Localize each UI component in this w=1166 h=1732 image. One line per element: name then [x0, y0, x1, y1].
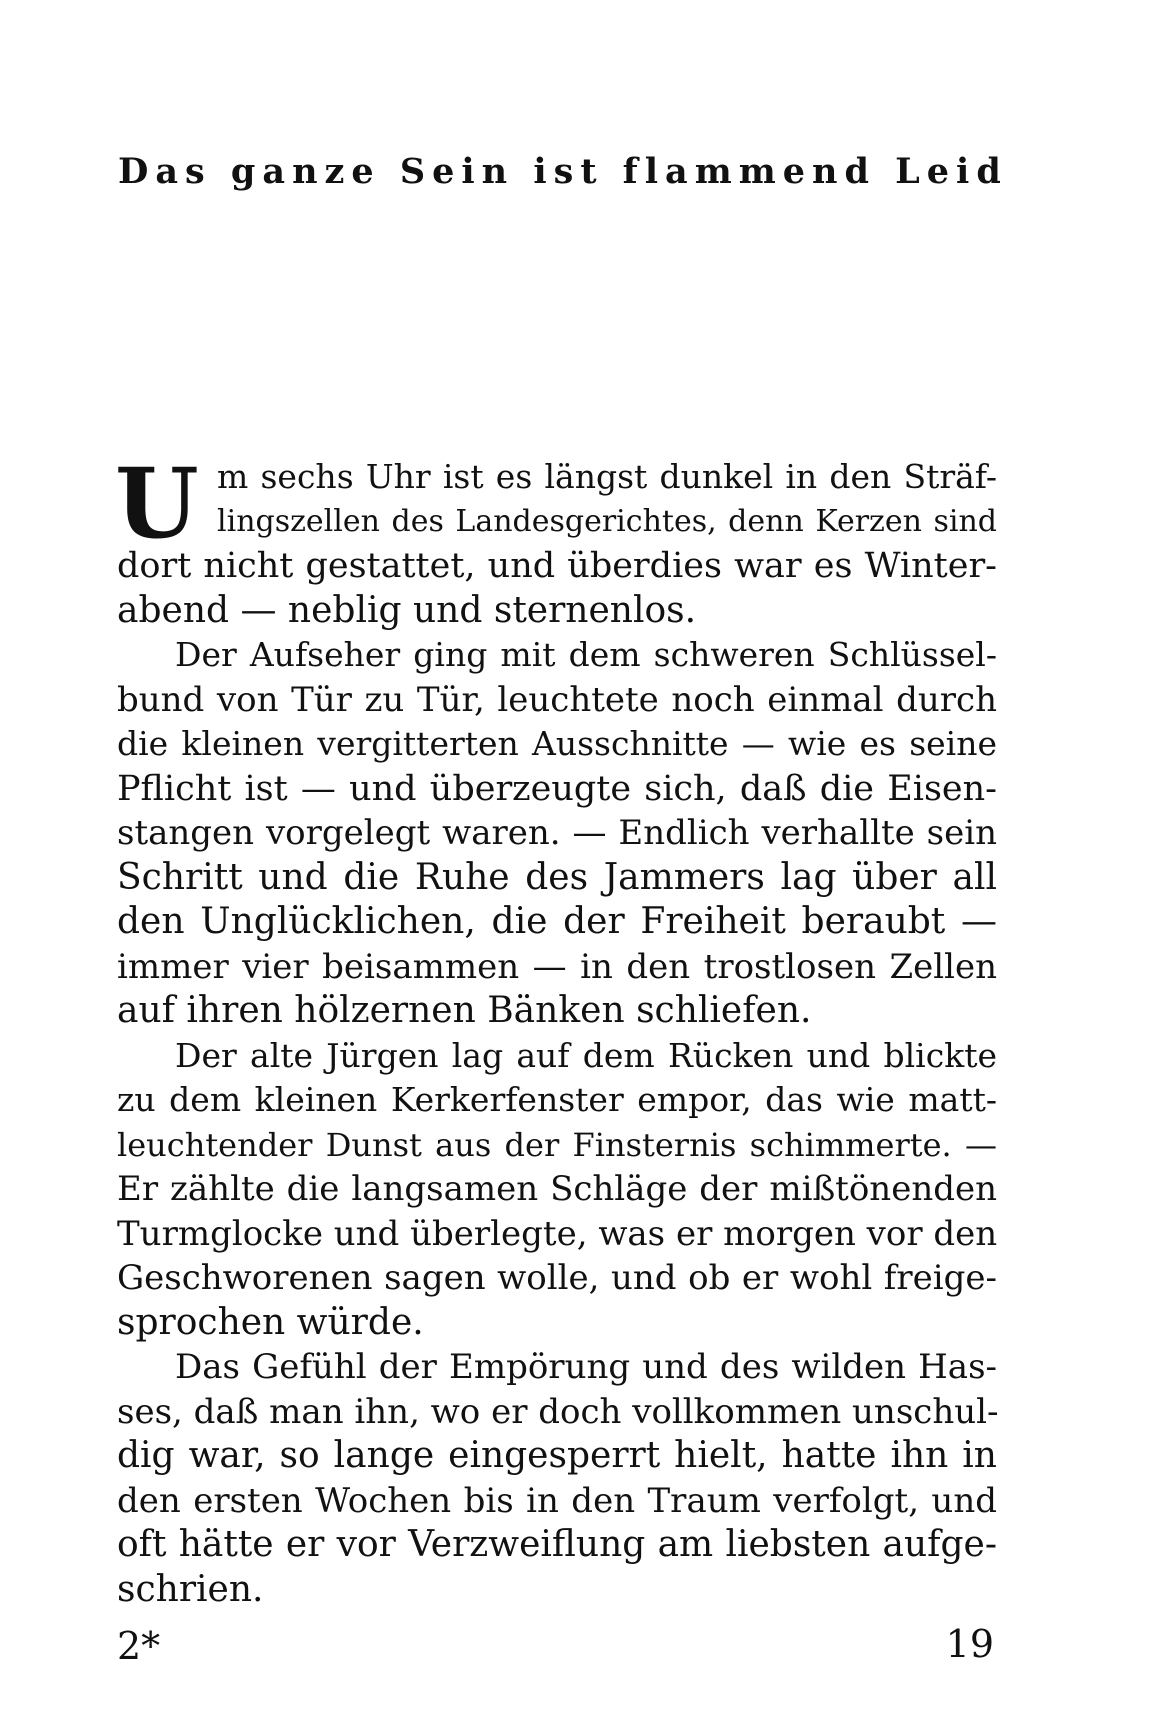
text-line: Pflicht ist — und überzeugte sich, daß die Eisen-	[117, 768, 997, 809]
text-line: Das Gefühl der Empörung und des wilden Has-	[175, 1347, 997, 1387]
text-line: auf ihren hölzernen Bänken schliefen.	[117, 990, 812, 1031]
signature-mark: 2*	[117, 1624, 161, 1668]
text-line: oft hätte er vor Verzweiflung am liebsten aufge-	[117, 1524, 997, 1565]
text-line: schrien.	[117, 1568, 264, 1610]
text-line: abend — neblig und sternenlos.	[117, 589, 697, 631]
text-line: Turmglocke und überlegte, was er morgen vor den	[117, 1213, 998, 1254]
text-line: stangen vorgelegt waren. — Endlich verhallte sein	[117, 813, 997, 853]
text-line: Er zählte die langsamen Schläge der mißtönenden	[117, 1169, 997, 1209]
text-line: dig war, so lange eingesperrt hielt, hatte ihn in	[117, 1435, 997, 1476]
text-line: Der Aufseher ging mit dem schweren Schlüssel-	[175, 635, 997, 674]
text-line: Geschworenen sagen wolle, und ob er wohl freige-	[117, 1258, 997, 1298]
text-line: sprochen würde.	[117, 1301, 424, 1343]
text-line: bund von Tür zu Tür, leuchtete noch einmal durch	[117, 679, 997, 720]
page-number: 19	[945, 1622, 994, 1666]
text-line: immer vier beisammen — in den trostlosen Zellen	[117, 946, 997, 987]
text-line: den Unglücklichen, die der Freiheit beraubt —	[117, 901, 997, 942]
text-line: die kleinen vergitterten Ausschnitte — wie es seine	[117, 724, 997, 763]
text-line: m sechs Uhr ist es längst dunkel in den Sträf-	[217, 457, 997, 496]
text-line: Der alte Jürgen lag auf dem Rücken und blickte	[175, 1035, 997, 1075]
text-line: ses, daß man ihn, wo er doch vollkommen unschul-	[117, 1391, 999, 1432]
body-text	[115, 447, 999, 1612]
text-line: dort nicht gestattet, und überdies war es Winter-	[117, 546, 997, 586]
text-line: zu dem kleinen Kerkerfenster empor, das wie matt-	[117, 1080, 997, 1119]
text-line: den ersten Wochen bis in den Traum verfolgt, und	[117, 1480, 997, 1521]
text-line: leuchtender Dunst aus der Finsternis schimmerte. —	[117, 1125, 997, 1164]
text-line: lingszellen des Landesgerichtes, denn Kerzen sind	[217, 503, 997, 539]
chapter-title: Das ganze Sein ist flammend Leid	[118, 151, 1008, 192]
drop-cap: U	[115, 447, 199, 560]
text-line: Schritt und die Ruhe des Jammers lag über all	[117, 856, 997, 898]
